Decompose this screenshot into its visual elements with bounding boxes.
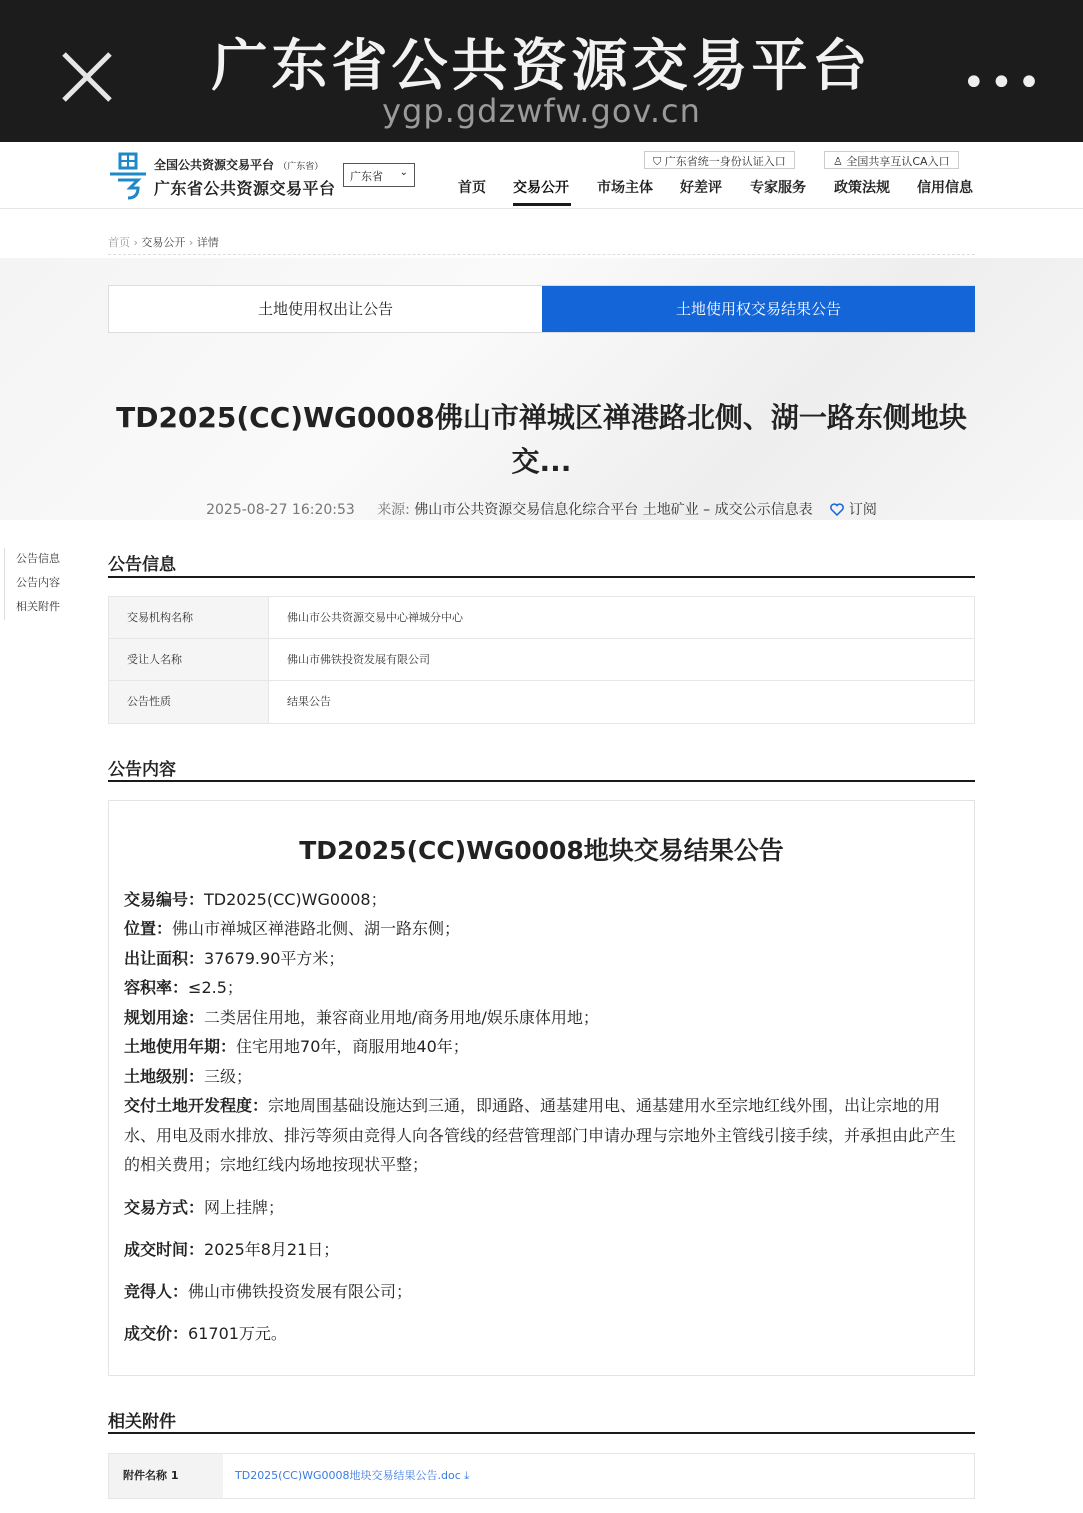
nav-market-entity[interactable]: 市场主体 — [597, 180, 653, 196]
section-line — [108, 780, 975, 782]
breadcrumb-home[interactable]: 首页 — [108, 236, 130, 249]
nav-active-indicator — [513, 203, 571, 206]
breadcrumb-trade[interactable]: 交易公开 — [141, 236, 186, 249]
nav-trade-public[interactable]: 交易公开 — [513, 180, 569, 196]
content-item: 竞得人：佛山市佛铁投资发展有限公司； — [124, 1282, 413, 1301]
side-anchor-nav — [4, 548, 74, 620]
ca-auth-link[interactable]: ♙ 全国共享互认CA入口 — [824, 151, 959, 169]
content-item: 土地使用年期：住宅用地70年，商服用地40年； — [124, 1037, 469, 1056]
table-row: 交易机构名称 佛山市公共资源交易中心禅城分中心 — [109, 597, 974, 639]
download-icon[interactable]: ⤓ — [464, 1469, 470, 1482]
content-item: 容积率：≤2.5； — [124, 978, 243, 997]
divider — [108, 254, 975, 255]
section-title-content: 公告内容 — [108, 760, 176, 780]
nav-home[interactable]: 首页 — [458, 180, 486, 196]
doc-meta — [0, 499, 1083, 519]
content-item: 规划用途：二类居住用地，兼容商业用地/商务用地/娱乐康体用地； — [124, 1008, 599, 1027]
heart-icon — [830, 503, 844, 516]
subscribe-button[interactable]: 订阅 — [830, 502, 876, 518]
region-select[interactable]: 广东省 ⌄ — [343, 163, 415, 187]
table-row: 受让人名称 佛山市佛铁投资发展有限公司 — [109, 639, 974, 681]
content-item: 交付土地开发程度：宗地周围基础设施达到三通，即通路、通基建用电、通基建用水至宗地红线外围，出让宗地的用水、用电及雨水排放、排污等须由竞得人向各管线的经营管理部门申请办理与宗地外主管线引接手续，并承担由此产生的相关费用；宗地红线内场地按现状平整； — [124, 1096, 957, 1174]
attachment-link[interactable]: TD2025(CC)WG0008地块交易结果公告.doc ⤓ — [235, 1469, 470, 1482]
nav-rating[interactable]: 好差评 — [680, 180, 722, 196]
tab-land-result-notice[interactable]: 土地使用权交易结果公告 — [542, 286, 975, 332]
breadcrumb-detail: 详情 — [196, 236, 219, 249]
publish-time: 2025-08-27 16:20:53 — [206, 502, 355, 518]
side-nav-attachments[interactable]: 相关附件 — [16, 600, 60, 613]
side-nav-content[interactable]: 公告内容 — [16, 576, 60, 589]
section-title-info: 公告信息 — [108, 555, 176, 575]
browser-topbar — [0, 0, 1083, 142]
browser-url: ygp.gdzwfw.gov.cn — [382, 92, 701, 130]
info-table — [108, 596, 975, 724]
nav-expert-service[interactable]: 专家服务 — [750, 180, 806, 196]
content-item: 位置：佛山市禅城区禅港路北侧、湖一路东侧； — [124, 919, 461, 938]
breadcrumb: 首页 › 交易公开 › 详情 — [108, 236, 219, 249]
section-line — [108, 576, 975, 578]
chevron-down-icon: ⌄ — [399, 167, 408, 178]
gd-identity-auth-link[interactable]: ⛉ 广东省统一身份认证入口 — [644, 151, 795, 169]
table-row: 公告性质 结果公告 — [109, 681, 974, 723]
logo-icon[interactable] — [108, 152, 148, 200]
source-label: 来源: — [377, 502, 410, 518]
attachment-label: 附件名称 1 — [109, 1454, 223, 1498]
announcement-content — [108, 800, 975, 1376]
nav-credit[interactable]: 信用信息 — [917, 180, 973, 196]
browser-title: 广东省公共资源交易平台 — [211, 34, 872, 99]
nav-policy[interactable]: 政策法规 — [834, 180, 890, 196]
tab-land-transfer-notice[interactable]: 土地使用权出让公告 — [257, 300, 393, 318]
content-item: 土地级别：三级； — [124, 1067, 253, 1086]
page-title: TD2025(CC)WG0008佛山市禅城区禅港路北侧、湖一路东侧地块 交... — [116, 401, 967, 478]
content-item: 成交时间：2025年8月21日； — [124, 1240, 340, 1259]
section-title-attachments: 相关附件 — [108, 1412, 176, 1432]
logo-line2: 广东省公共资源交易平台 — [154, 179, 336, 198]
announcement-tabs — [108, 285, 975, 333]
more-menu-icon[interactable]: ••• — [962, 60, 1045, 106]
content-item: 交易方式：网上挂牌； — [124, 1198, 285, 1217]
content-item: 出让面积：37679.90平方米； — [124, 949, 345, 968]
content-item: 成交价：61701万元。 — [124, 1324, 287, 1343]
side-nav-info[interactable]: 公告信息 — [16, 552, 60, 565]
attachment-row — [108, 1453, 975, 1499]
logo-line1-note: （广东省） — [278, 162, 324, 172]
logo-line1: 全国公共资源交易平台 （广东省） — [154, 158, 324, 172]
content-title: TD2025(CC)WG0008地块交易结果公告 — [299, 836, 784, 865]
section-line — [108, 1432, 975, 1434]
source-value: 佛山市公共资源交易信息化综合平台 土地矿业 – 成交公示信息表 — [414, 502, 813, 518]
content-item: 交易编号：TD2025(CC)WG0008； — [124, 890, 387, 909]
